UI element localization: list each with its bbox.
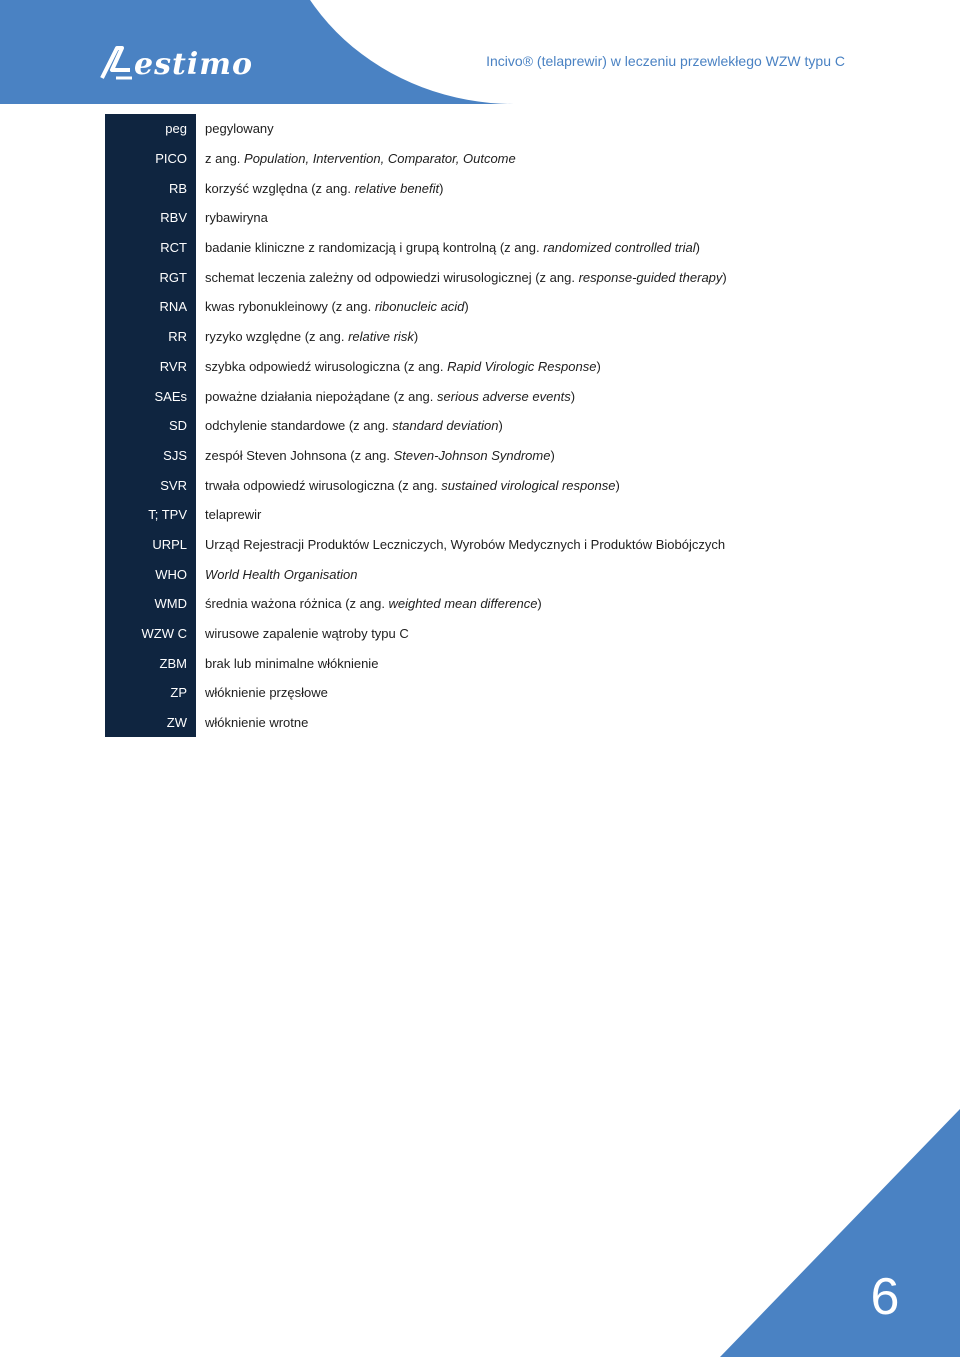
description-text: ryzyko względne (z ang. xyxy=(205,329,349,345)
abbreviation-code: ZBM xyxy=(105,648,196,678)
abbreviation-row xyxy=(105,292,727,322)
abbreviation-description xyxy=(196,322,727,352)
description-english-term: Rapid Virologic Response xyxy=(447,358,597,374)
abbreviation-code: WHO xyxy=(105,559,196,589)
abbreviation-row xyxy=(105,173,727,203)
description-english-term: response-guided therapy xyxy=(578,269,723,285)
abbreviation-row xyxy=(105,411,727,441)
corner-triangle xyxy=(720,1109,960,1357)
description-text: pegylowany xyxy=(205,121,274,137)
abbreviation-description xyxy=(196,589,727,619)
description-text: ) xyxy=(615,477,620,493)
page-number: 6 xyxy=(870,1268,900,1326)
description-english-term: sustained virological response xyxy=(441,477,616,493)
abbreviation-description xyxy=(196,648,727,678)
abbreviation-code: RR xyxy=(105,322,196,352)
abbreviation-code: SD xyxy=(105,411,196,441)
description-text: ) xyxy=(722,269,727,285)
description-text: ) xyxy=(498,418,503,434)
description-english-term: randomized controlled trial xyxy=(543,240,696,256)
description-text: ) xyxy=(537,596,542,612)
abbreviations-table xyxy=(105,114,727,737)
abbreviation-description xyxy=(196,144,727,174)
abbreviation-code: T; TPV xyxy=(105,500,196,530)
description-english-term: relative benefit xyxy=(354,180,440,196)
abbreviation-row xyxy=(105,589,727,619)
description-english-term: ribonucleic acid xyxy=(374,299,465,315)
logo-mark-icon xyxy=(100,44,134,80)
abbreviation-code: URPL xyxy=(105,530,196,560)
abbreviation-row xyxy=(105,530,727,560)
abbreviation-row xyxy=(105,262,727,292)
description-text: z ang. xyxy=(205,151,245,167)
description-text: zespół Steven Johnsona (z ang. xyxy=(205,447,394,463)
abbreviation-row xyxy=(105,619,727,649)
abbreviation-row xyxy=(105,648,727,678)
description-text: ) xyxy=(464,299,469,315)
abbreviation-code: RGT xyxy=(105,262,196,292)
abbreviation-description xyxy=(196,233,727,263)
abbreviation-code: PICO xyxy=(105,144,196,174)
description-text: ) xyxy=(695,240,701,256)
description-english-term: World Health Organisation xyxy=(205,566,358,582)
abbreviation-description xyxy=(196,530,727,560)
description-text: wirusowe zapalenie wątroby typu C xyxy=(205,626,409,642)
description-text: ) xyxy=(550,447,555,463)
description-text: ) xyxy=(413,329,419,345)
description-text: Urząd Rejestracji Produktów Leczniczych, Wyrobów Medycznych i Produktów Biobójczych xyxy=(205,536,726,552)
abbreviation-code: SAEs xyxy=(105,381,196,411)
description-text: telaprewir xyxy=(205,507,262,523)
abbreviation-code: RNA xyxy=(105,292,196,322)
description-text: ) xyxy=(439,180,444,196)
abbreviation-code: RVR xyxy=(105,352,196,382)
abbreviation-row xyxy=(105,559,727,589)
abbreviation-description xyxy=(196,173,727,203)
abbreviation-description xyxy=(196,411,727,441)
abbreviation-row xyxy=(105,441,727,471)
abbreviation-code: peg xyxy=(105,114,196,144)
abbreviation-description xyxy=(196,559,727,589)
abbreviation-code: RB xyxy=(105,173,196,203)
abbreviation-row xyxy=(105,678,727,708)
description-text: odchylenie standardowe (z ang. xyxy=(205,418,393,434)
abbreviation-description xyxy=(196,470,727,500)
abbreviation-row xyxy=(105,352,727,382)
description-text: włóknienie wrotne xyxy=(205,715,309,731)
logo-text: estimo xyxy=(134,47,253,82)
abbreviation-code: ZP xyxy=(105,678,196,708)
description-text: kwas rybonukleinowy (z ang. xyxy=(205,299,375,315)
abbreviation-description xyxy=(196,708,727,738)
abbreviation-row xyxy=(105,114,727,144)
abbreviation-description xyxy=(196,114,727,144)
abbreviation-row xyxy=(105,381,727,411)
abbreviation-description xyxy=(196,381,727,411)
abbreviation-description xyxy=(196,292,727,322)
description-text: rybawiryna xyxy=(205,210,268,226)
description-text: szybka odpowiedź wirusologiczna (z ang. xyxy=(205,358,448,374)
abbreviation-row xyxy=(105,708,727,738)
abbreviation-description xyxy=(196,262,727,292)
description-text: schemat leczenia zależny od odpowiedzi wirusologicznej (z ang. xyxy=(205,269,579,285)
description-text: poważne działania niepożądane (z ang. xyxy=(205,388,438,404)
abbreviation-description xyxy=(196,441,727,471)
description-english-term: relative risk xyxy=(348,329,414,345)
description-text: włóknienie przęsłowe xyxy=(205,685,328,701)
abbreviation-code: SVR xyxy=(105,470,196,500)
abbreviation-code: WMD xyxy=(105,589,196,619)
description-english-term: weighted mean difference xyxy=(388,596,538,612)
abbreviation-row xyxy=(105,500,727,530)
description-text: badanie kliniczne z randomizacją i grupą kontrolną (z ang. xyxy=(205,240,544,256)
abbreviation-description xyxy=(196,500,727,530)
description-english-term: Steven-Johnson Syndrome xyxy=(393,447,551,463)
abbreviation-description xyxy=(196,203,727,233)
description-text: korzyść względna (z ang. xyxy=(205,180,355,196)
description-text: trwała odpowiedź wirusologiczna (z ang. xyxy=(205,477,442,493)
description-english-term: serious adverse events xyxy=(437,388,571,404)
abbreviation-row xyxy=(105,203,727,233)
abbreviation-row xyxy=(105,322,727,352)
description-text: ) xyxy=(570,388,576,404)
abbreviation-code: ZW xyxy=(105,708,196,738)
abbreviation-description xyxy=(196,619,727,649)
abbreviation-code: RBV xyxy=(105,203,196,233)
description-text: ) xyxy=(596,358,601,374)
abbreviation-code: WZW C xyxy=(105,619,196,649)
abbreviation-code: SJS xyxy=(105,441,196,471)
abbreviation-description xyxy=(196,678,727,708)
description-text: średnia ważona różnica (z ang. xyxy=(205,596,389,612)
description-text: brak lub minimalne włóknienie xyxy=(205,655,379,671)
abbreviation-description xyxy=(196,352,727,382)
abbreviation-row xyxy=(105,470,727,500)
abbreviation-row xyxy=(105,233,727,263)
document-title: Incivo® (telaprewir) w leczeniu przewlekłego WZW typu C xyxy=(486,53,845,69)
abbreviation-code: RCT xyxy=(105,233,196,263)
description-english-term: Population, Intervention, Comparator, Outcome xyxy=(244,151,516,167)
abbreviation-row xyxy=(105,144,727,174)
estimo-logo xyxy=(100,44,253,84)
description-english-term: standard deviation xyxy=(392,418,499,434)
